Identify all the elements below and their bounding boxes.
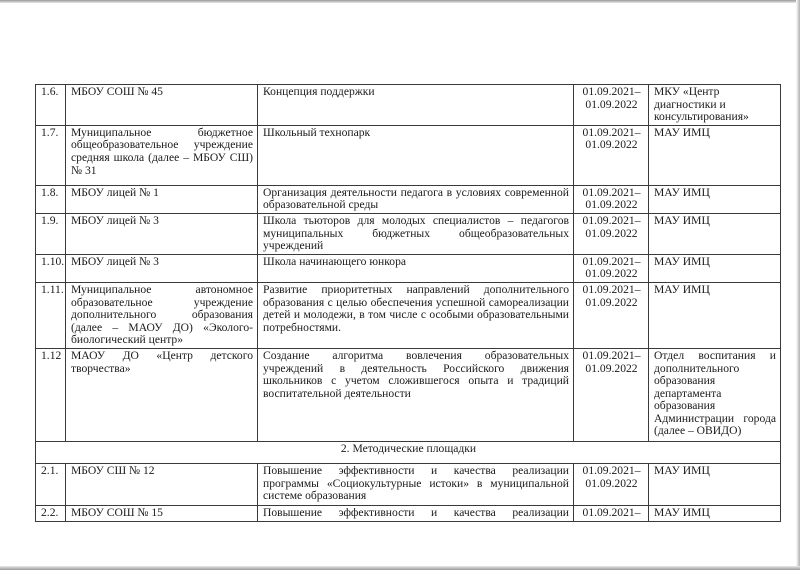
- period-end: 01.09.2022: [585, 138, 638, 152]
- responsible-cell: Отдел воспитания и дополнительного образования департамента образования Администрации города (далее – ОВИДО): [649, 348, 781, 441]
- row-number: 1.12: [36, 348, 66, 441]
- responsible-cell: МАУ ИМЦ: [649, 125, 781, 185]
- topic-cell: Концепция поддержки: [258, 85, 574, 126]
- table-row: [36, 213, 781, 254]
- organization-cell: Муниципальное бюджетное общеобразовательное учреждение средняя школа (далее – МБОУ СШ) № 31: [66, 125, 258, 185]
- organization-cell: Муниципальное автономное образовательное учреждение дополнительного образования (далее – МАОУ ДО) «Эколого-биологический центр»: [66, 282, 258, 348]
- period-cell: [574, 505, 649, 521]
- responsible-cell: МАУ ИМЦ: [649, 505, 781, 521]
- organization-cell: МБОУ лицей № 1: [66, 185, 258, 213]
- row-number: 1.7.: [36, 125, 66, 185]
- period-start: 01.09.2021–: [582, 185, 641, 199]
- period-end: 01.09.2022: [585, 97, 638, 111]
- topic-cell: Школа тьюторов для молодых специалистов – педагогов муниципальных бюджетных общеобразовательных учреждений: [258, 213, 574, 254]
- topic-cell: Организация деятельности педагога в условиях современной образовательной среды: [258, 185, 574, 213]
- row-number: 1.11.: [36, 282, 66, 348]
- responsible-cell: МАУ ИМЦ: [649, 463, 781, 505]
- responsible-cell: МКУ «Центр диагностики и консультирования»: [649, 85, 781, 126]
- table-row: [36, 85, 781, 126]
- responsible-cell: МАУ ИМЦ: [649, 282, 781, 348]
- table-row: [36, 505, 781, 521]
- scan-edge-top: [0, 0, 800, 3]
- table-row: [36, 125, 781, 185]
- topic-cell: Школа начинающего юнкора: [258, 254, 574, 282]
- table-row: [36, 282, 781, 348]
- period-start: 01.09.2021–: [582, 348, 641, 362]
- period-start: 01.09.2021–: [582, 254, 641, 268]
- innovation-sites-table: [35, 84, 781, 522]
- period-cell: [574, 85, 649, 126]
- table-row: [36, 254, 781, 282]
- organization-cell: МАОУ ДО «Центр детского творчества»: [66, 348, 258, 441]
- period-end: 01.09.2022: [585, 198, 638, 212]
- period-start: 01.09.2021–: [582, 282, 641, 296]
- scan-edge-bottom: [0, 566, 800, 570]
- organization-cell: МБОУ лицей № 3: [66, 213, 258, 254]
- section-header-row: [36, 441, 781, 463]
- organization-cell: МБОУ СШ № 12: [66, 463, 258, 505]
- period-cell: [574, 463, 649, 505]
- period-start: 01.09.2021–: [582, 85, 641, 98]
- period-end: 01.09.2022: [585, 226, 638, 240]
- period-cell: [574, 213, 649, 254]
- topic-cell: Развитие приоритетных направлений дополнительного образования с целью обеспечения успешной самореализации детей и молодежи, в том числе с особыми образовательными потребностями.: [258, 282, 574, 348]
- responsible-cell: МАУ ИМЦ: [649, 213, 781, 254]
- organization-cell: МБОУ СОШ № 45: [66, 85, 258, 126]
- row-number: 2.2.: [36, 505, 66, 521]
- table-row: [36, 185, 781, 213]
- period-end: 01.09.2022: [585, 476, 638, 490]
- row-number: 1.9.: [36, 213, 66, 254]
- period-end: 01.09.2022: [585, 295, 638, 309]
- topic-cell: Повышение эффективности и качества реализации программы «Социокультурные истоки» в муниципальной системе образования: [258, 463, 574, 505]
- period-start: 01.09.2021–: [582, 505, 641, 519]
- organization-cell: МБОУ СОШ № 15: [66, 505, 258, 521]
- table-row: [36, 463, 781, 505]
- period-end: 01.09.2022: [585, 361, 638, 375]
- period-cell: [574, 348, 649, 441]
- row-number: 1.8.: [36, 185, 66, 213]
- table-row: [36, 348, 781, 441]
- row-number: 2.1.: [36, 463, 66, 505]
- scan-edge-right: [796, 0, 800, 570]
- responsible-cell: МАУ ИМЦ: [649, 185, 781, 213]
- topic-cell: Школьный технопарк: [258, 125, 574, 185]
- organization-cell: МБОУ лицей № 3: [66, 254, 258, 282]
- period-cell: [574, 254, 649, 282]
- row-number: 1.6.: [36, 85, 66, 126]
- period-cell: [574, 125, 649, 185]
- period-end: 01.09.2022: [585, 267, 638, 281]
- period-start: 01.09.2021–: [582, 463, 641, 477]
- section-title: 2. Методические площадки: [36, 441, 781, 463]
- responsible-cell: МАУ ИМЦ: [649, 254, 781, 282]
- topic-cell: Повышение эффективности и качества реализации: [258, 505, 574, 521]
- period-start: 01.09.2021–: [582, 125, 641, 139]
- period-cell: [574, 185, 649, 213]
- period-start: 01.09.2021–: [582, 213, 641, 227]
- row-number: 1.10.: [36, 254, 66, 282]
- topic-cell: Создание алгоритма вовлечения образовательных учреждений в деятельность Российского движения школьников с учетом сложившегося опыта и традиций воспитательной деятельности: [258, 348, 574, 441]
- period-cell: [574, 282, 649, 348]
